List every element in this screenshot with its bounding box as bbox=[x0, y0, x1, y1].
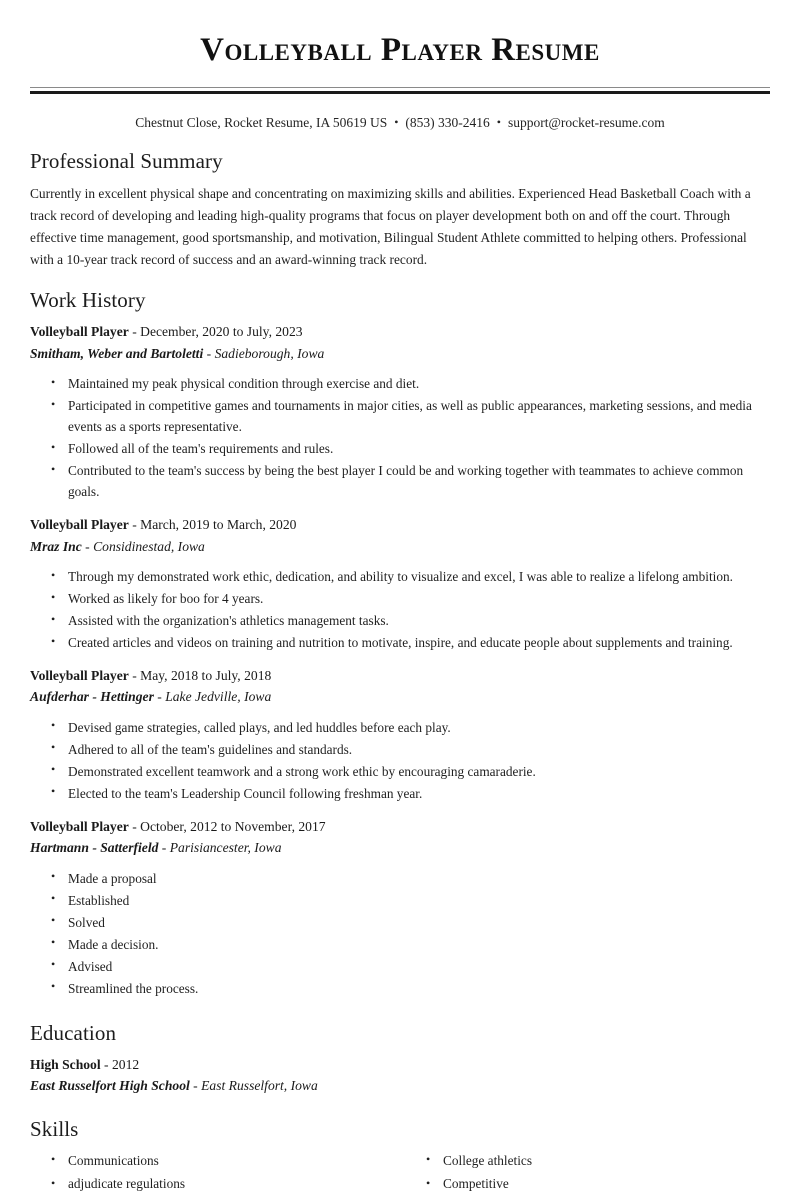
job-bullet: • Made a proposal bbox=[68, 868, 768, 889]
header-divider bbox=[30, 87, 770, 94]
skills-columns bbox=[30, 1151, 770, 1198]
job-company: Hartmann - Satterfield bbox=[30, 840, 159, 856]
skill-item: • College athletics bbox=[443, 1151, 780, 1172]
education-degree-dash: - bbox=[100, 1056, 112, 1072]
skill-item: • Communications bbox=[68, 1151, 405, 1172]
job-company: Mraz Inc bbox=[30, 538, 82, 554]
job-bullet: • Advised bbox=[68, 956, 768, 977]
job-dates: March, 2019 to March, 2020 bbox=[140, 517, 297, 533]
job-bullet: • Established bbox=[68, 890, 768, 911]
job-bullet: • Elected to the team's Leadership Council following freshman year. bbox=[68, 783, 768, 804]
work-history-entries bbox=[30, 322, 770, 998]
job-company: Aufderhar - Hettinger bbox=[30, 689, 154, 705]
job-bullet: • Worked as likely for boo for 4 years. bbox=[68, 588, 768, 609]
job-bullet: • Solved bbox=[68, 912, 768, 933]
section-heading-education: Education bbox=[30, 1020, 117, 1045]
section-professional-summary bbox=[30, 149, 770, 270]
job-title-line bbox=[30, 515, 770, 535]
job-bullet: • Through my demonstrated work ethic, dedication, and ability to visualize and excel, I was able to realize a lifelong ambition. bbox=[68, 566, 768, 587]
work-history-entry bbox=[30, 515, 770, 653]
job-company-line bbox=[30, 687, 770, 707]
job-company-line bbox=[30, 344, 770, 364]
work-history-entry bbox=[30, 817, 770, 999]
divider-thick-line bbox=[30, 91, 770, 94]
job-title-dash: - bbox=[128, 668, 141, 683]
section-skills bbox=[30, 1117, 770, 1198]
job-company-line bbox=[30, 838, 770, 858]
education-degree-line bbox=[30, 1055, 770, 1075]
education-entries bbox=[30, 1055, 770, 1097]
job-title-dash: - bbox=[128, 818, 141, 834]
job-bullet: • Created articles and videos on training and nutrition to motivate, inspire, and educate people about supplements and training. bbox=[68, 632, 768, 653]
education-degree: High School bbox=[30, 1056, 101, 1072]
job-title-dash: - bbox=[128, 517, 141, 533]
section-heading-summary: Professional Summary bbox=[30, 149, 223, 174]
job-bullet: • Assisted with the organization's athletics management tasks. bbox=[68, 610, 768, 631]
job-bullet: • Demonstrated excellent teamwork and a strong work ethic by encouraging camaraderie. bbox=[68, 761, 768, 782]
job-bullet: • Made a decision. bbox=[68, 934, 768, 955]
job-location: Lake Jedville, Iowa bbox=[165, 689, 272, 705]
section-heading-skills: Skills bbox=[30, 1116, 79, 1141]
section-education bbox=[30, 1021, 770, 1097]
job-company-dash: - bbox=[153, 689, 166, 705]
job-bullet-list bbox=[30, 373, 770, 502]
skills-list-right bbox=[405, 1151, 780, 1195]
education-entry bbox=[30, 1055, 770, 1097]
job-bullet: • Devised game strategies, called plays, and led huddles before each play. bbox=[68, 717, 768, 738]
work-history-entry bbox=[30, 666, 770, 804]
summary-paragraph: Currently in excellent physical shape and concentrating on maximizing skills and abilities. Experienced Head Basketball Coach with a track record of developing and leading high-quality programs that focus on player development both on and off the court. Through effective time management, good sportsmanship, and motivation, Bilingual Student Athlete committed to helping others. Professional with a 10-year track record of success and an award-winning track record. bbox=[30, 186, 751, 267]
job-title-line bbox=[30, 817, 770, 837]
job-title-line bbox=[30, 666, 770, 686]
job-bullet: • Contributed to the team's success by being the best player I could be and working together with teammates to achieve common goals. bbox=[68, 460, 768, 502]
work-history-entry bbox=[30, 322, 770, 502]
job-bullet: • Participated in competitive games and tournaments in major cities, as well as public appearances, marketing sessions, and media events as a sports representative. bbox=[68, 395, 768, 437]
job-dates: December, 2020 to July, 2023 bbox=[140, 324, 303, 340]
contact-separator-1: • bbox=[394, 115, 399, 130]
education-location: East Russelfort, Iowa bbox=[201, 1078, 318, 1094]
contact-address: Chestnut Close, Rocket Resume, IA 50619 US bbox=[135, 115, 388, 131]
job-bullet: • Streamlined the process. bbox=[68, 978, 768, 999]
education-year: 2012 bbox=[111, 1056, 140, 1072]
job-title: Volleyball Player bbox=[30, 818, 129, 834]
education-school: East Russelfort High School bbox=[30, 1078, 190, 1094]
job-bullet-list bbox=[30, 717, 770, 804]
job-title: Volleyball Player bbox=[30, 324, 129, 340]
job-bullet: • Maintained my peak physical condition through exercise and diet. bbox=[68, 373, 768, 394]
job-title-line bbox=[30, 322, 770, 342]
contact-phone: (853) 330-2416 bbox=[405, 115, 490, 131]
job-company-line bbox=[30, 537, 770, 557]
job-title-dash: - bbox=[128, 324, 141, 340]
skill-item: • Competitive bbox=[443, 1174, 780, 1195]
job-company-dash: - bbox=[81, 538, 94, 554]
job-bullet-list bbox=[30, 868, 770, 999]
job-location: Considinestad, Iowa bbox=[93, 538, 205, 554]
skills-list-left bbox=[30, 1151, 405, 1195]
page-title: Volleyball Player Resume bbox=[200, 32, 600, 68]
job-dates: October, 2012 to November, 2017 bbox=[140, 818, 326, 834]
skills-column-left bbox=[30, 1151, 405, 1198]
job-location: Parisiancester, Iowa bbox=[169, 840, 282, 856]
skill-item: • adjudicate regulations bbox=[68, 1174, 405, 1195]
job-bullet: • Followed all of the team's requirements and rules. bbox=[68, 438, 768, 459]
skills-column-right bbox=[405, 1151, 780, 1198]
section-heading-work-history: Work History bbox=[30, 288, 146, 313]
job-title: Volleyball Player bbox=[30, 517, 129, 533]
contact-separator-2: • bbox=[496, 115, 501, 130]
job-bullet: • Adhered to all of the team's guidelines and standards. bbox=[68, 739, 768, 760]
job-company-dash: - bbox=[158, 840, 170, 856]
contact-info bbox=[30, 115, 770, 131]
contact-email: support@rocket-resume.com bbox=[508, 115, 665, 131]
education-school-line bbox=[30, 1076, 770, 1096]
job-location: Sadieborough, Iowa bbox=[214, 345, 325, 361]
section-work-history bbox=[30, 288, 770, 998]
job-title: Volleyball Player bbox=[30, 668, 129, 683]
job-bullet-list bbox=[30, 566, 770, 653]
job-company: Smitham, Weber and Bartoletti bbox=[30, 345, 204, 361]
education-school-dash: - bbox=[189, 1078, 202, 1094]
job-company-dash: - bbox=[203, 345, 215, 361]
job-dates: May, 2018 to July, 2018 bbox=[140, 668, 272, 683]
